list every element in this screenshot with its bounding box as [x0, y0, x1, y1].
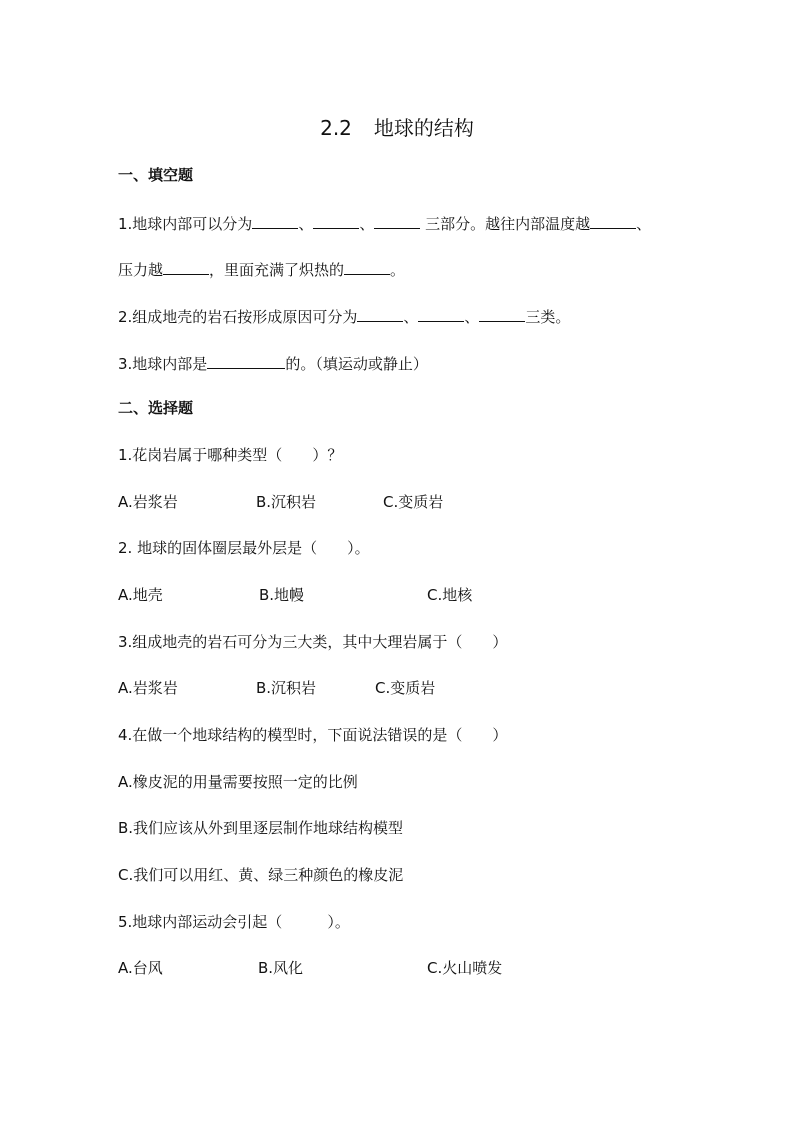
fill-q1-sep-2: 、	[359, 215, 375, 233]
choice-q4-option-c[interactable]: C.我们可以用红、黄、绿三种颜色的橡皮泥	[118, 866, 404, 884]
choice-q2-option-a[interactable]: A.地壳	[118, 586, 163, 604]
choice-q5-option-a[interactable]: A.台风	[118, 959, 163, 977]
fill-q1-text-4: ，里面充满了炽热的	[209, 261, 345, 279]
fill-q1-text-1: 1.地球内部可以分为	[118, 215, 253, 233]
fill-q3-blank-1[interactable]	[207, 352, 285, 369]
title-text: 地球的结构	[373, 116, 474, 140]
fill-q1-blank-3[interactable]	[374, 212, 420, 229]
fill-q1-sep-1: 、	[298, 215, 314, 233]
choice-question-2: 2. 地球的固体圈层最外层是（ ）。	[118, 539, 370, 557]
fill-q1-blank-5[interactable]	[163, 258, 209, 275]
fill-q2-blank-1[interactable]	[357, 305, 403, 322]
choice-q1-option-a[interactable]: A.岩浆岩	[118, 493, 178, 511]
choice-q1-option-c[interactable]: C.变质岩	[383, 493, 444, 511]
choice-question-1: 1.花岗岩属于哪种类型（ ）？	[118, 446, 343, 464]
fill-q2-sep-1: 、	[403, 308, 419, 326]
choice-q3-option-c[interactable]: C.变质岩	[375, 679, 436, 697]
fill-q2-text-1: 2.组成地壳的岩石按形成原因可分为	[118, 308, 358, 326]
fill-q3-text-1: 3.地球内部是	[118, 355, 208, 373]
choice-question-5: 5.地球内部运动会引起（ ）。	[118, 913, 350, 931]
fill-question-2	[118, 305, 570, 327]
choice-q2-option-c[interactable]: C.地核	[427, 586, 473, 604]
choice-q2-option-b[interactable]: B.地幔	[259, 586, 305, 604]
fill-q1-text-3: 压力越	[118, 261, 164, 279]
section-choice-heading: 二、选择题	[118, 399, 194, 417]
title-number: 2.2	[320, 116, 352, 140]
choice-q1-option-b[interactable]: B.沉积岩	[256, 493, 317, 511]
fill-q1-text-2: 三部分。越往内部温度越	[420, 215, 591, 233]
fill-q1-blank-4[interactable]	[590, 212, 636, 229]
choice-q3-option-b[interactable]: B.沉积岩	[256, 679, 317, 697]
fill-q1-blank-6[interactable]	[344, 258, 390, 275]
choice-q4-option-b[interactable]: B.我们应该从外到里逐层制作地球结构模型	[118, 819, 404, 837]
choice-question-4: 4.在做一个地球结构的模型时，下面说法错误的是（ ）	[118, 726, 508, 744]
choice-q3-option-a[interactable]: A.岩浆岩	[118, 679, 178, 697]
fill-q2-text-2: 三类。	[525, 308, 571, 326]
choice-q5-option-b[interactable]: B.风化	[258, 959, 304, 977]
fill-q1-sep-3: 、	[636, 215, 652, 233]
page-title	[0, 116, 794, 140]
choice-q5-option-c[interactable]: C.火山喷发	[427, 959, 503, 977]
fill-q2-blank-3[interactable]	[479, 305, 525, 322]
fill-q1-blank-1[interactable]	[252, 212, 298, 229]
section-fill-heading: 一、填空题	[118, 166, 194, 184]
fill-q1-text-5: 。	[390, 261, 406, 279]
choice-question-3: 3.组成地壳的岩石可分为三大类，其中大理岩属于（ ）	[118, 633, 508, 651]
fill-q2-sep-2: 、	[464, 308, 480, 326]
fill-question-1-line-2	[118, 258, 405, 280]
fill-q2-blank-2[interactable]	[418, 305, 464, 322]
fill-question-1-line-1	[118, 212, 651, 234]
fill-q1-blank-2[interactable]	[313, 212, 359, 229]
fill-question-3	[118, 352, 428, 374]
choice-q4-option-a[interactable]: A.橡皮泥的用量需要按照一定的比例	[118, 773, 358, 791]
fill-q3-text-2: 的。（填运动或静止）	[285, 355, 428, 373]
